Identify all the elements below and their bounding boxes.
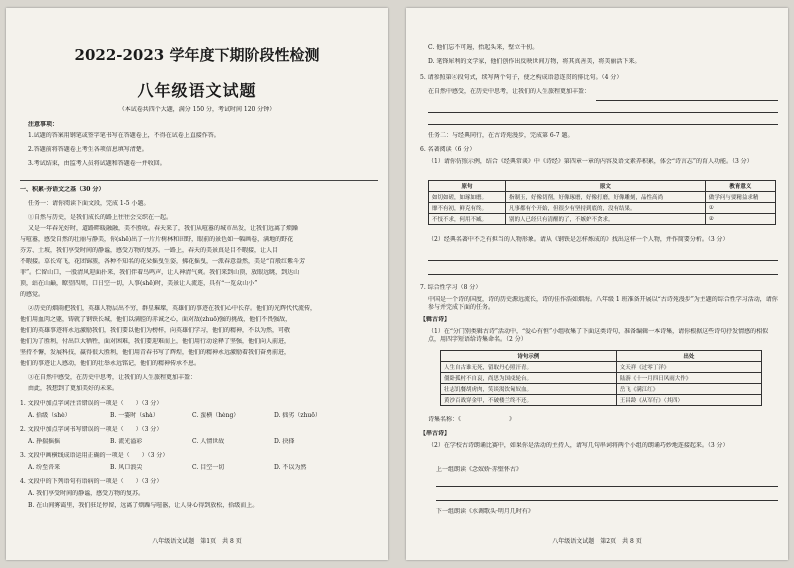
passage-line: 又是一年春光好时，道路畔暖融融，美不胜收。春天来了，我们从喧嚣的城市出发，让我们远离了烦躁 [28,225,299,232]
question-1-options [28,412,378,419]
task2: 任务二：与经典同行，在古诗苑漫步，完成第 6-7 题。 [428,132,574,139]
question-4-option-c: C. 他们忘不可遏，抬起头来，壁立千仞。 [428,44,539,51]
question-6: 6. 名著阅读（6 分） [420,146,476,153]
passage-line: 顶，站在山巅，瞭望四周，口日空一切，人事(shē)时，美景让人流连，具有“一览众山小” [20,280,258,287]
question-6-part1: （1）请你仿照示例，结合《经典常谈》中《诗经》第四章一章的内容及语文素养积累，体会“诗言志”的育人功能。（3 分） [428,158,753,165]
answer-blank-2[interactable]: ② [705,214,775,225]
exam-title: 2022-2023 学年度下期阶段性检测 [74,46,320,64]
table-poems [440,350,762,406]
sub-heading-connect: 【串古诗】 [420,430,451,437]
divider [20,180,378,181]
page-right [406,8,788,560]
answer-line [428,274,778,275]
table-row: 人生自古谁无死，留取丹心照汗青。 文天祥《过零丁洋》 [441,362,762,373]
passage-line: ①自然与历史，是我们成长的路上往往会交织在一起。 [28,214,173,221]
option-d: D. 不以为然 [274,464,307,471]
passage-line: 芬芳、土坡，我们享受时间的静谧，感受万物的复苏。一路上，春天的美景真是目不暇接，让人目 [20,247,279,254]
passage-paragraph3b: 由此，我想到了更加美好的未来。 [28,385,119,392]
table-row: 靡不有初，鲜克有终。 凡事都有个开始，但很少有坚持到底的，没有结果。 ① [429,203,776,214]
note-1: 1.试题的答案用钢笔或签字笔书写在答题卷上，不得在试卷上直接作答。 [28,132,220,139]
group-2: 下一组朗读《水调歌头·明月几时有》 [436,508,534,515]
note-3: 3.考试结束，由监考人员将试题和答题卷一并收回。 [28,160,166,167]
passage-line: 他们的事迹让人感动，他们的壮举永远铭记，他们的精神传承不息。 [20,360,201,367]
option-b: B. 流光溢彩 [110,438,143,445]
passage-line: 坚持不懈，发展科技，赢得很大胜利，他们用青春书写了辉煌，他们的精神永远激励着我们奋勇前进， [20,349,291,356]
table-header: 教育意义 [705,181,775,192]
option-b: B. 风口浪尖 [110,464,143,471]
question-7-intro: 中国是一个诗的国度，诗的历史源远流长，诗的佳作浩如烟海。八年级 1 班准备开展以“古诗苑漫步”为主题的综合性学习活动，请你参与并完成下面的任务。 [428,296,778,311]
section1-heading: 一、积累·夯语文之基（30 分） [20,186,105,193]
question-3-options [28,464,378,471]
option-c: C. 蛮横（hèng） [192,412,240,419]
notes-head: 注意事项： [28,121,59,128]
answer-line [596,100,778,101]
option-d: D. 拙劣（zhuō） [274,412,321,419]
page-footer: 八年级语文试题 第2页 共 8 页 [552,538,642,545]
question-1: 1. 文段中加点字词注音错误的一项是（ ）（3 分） [20,400,163,407]
question-4-option-b: B. 在山间雾霭里，我们驻足停留，远离了烦躁与喧嚣，让人身心得到放松，拾级而上。 [28,502,259,509]
question-5: 5. 请参照第④段句式，续写两个句子，使之构成语意连贯的排比句。（4 分） [420,74,623,81]
question-4-option-a: A. 我们享受时间的静谧，感受万物的复苏。 [28,490,145,497]
passage-line: ②历史的烟雨把我们，英雄人物层出不穷，群星璀璨，英雄们的事迹在我们心中长存。他们的光辉代代流传， [28,305,317,312]
table-row: 如切如磋，如琢如磨。 指制玉，好像切削，好像琢磨，好像打磨，好像雕刻，品性高尚 做学问与要精益求精 [429,192,776,203]
question-2-options [28,438,378,445]
question-4: 4. 文段中的下列语句有语病的一项是（ ）（3 分） [20,478,163,485]
answer-line [428,260,778,261]
question-3: 3. 文段中画横线成语运用正确的一项是（ ）（3 分） [20,452,169,459]
option-a: A. 挣揣摇摇 [28,438,61,445]
table-row: 壮志饥餐胡虏肉，笑谈渴饮匈奴血。 岳飞《满江红》 [441,384,762,395]
table-header: 原文 [505,181,705,192]
question-7-part2: （2）在学校古诗朗诵比赛中，如果你是活动的主持人，请写几句串词将两个小组的朗诵巧妙地连接起来。（3 分） [428,442,729,449]
passage-line: 他们用血肉之躯，铸就了钢铁长城，他们以满腔的赤诚之心，面对敌(zhuō)强的挑战，他们不畏强敌， [20,316,292,323]
exam-notice: （本试卷共四个大题，满分 150 分，考试时间 120 分钟） [118,106,276,113]
question-7: 7. 综合性学习（8 分） [420,284,482,291]
group-1: 上一组朗读《念奴娇·赤壁怀古》 [436,466,522,473]
question-7-part1: （1）在“分门别类辑古诗”活动中，“爱心有恒”小组收集了下面这类诗句，准备编辑一本诗集，请你根据这些诗句抒发情感的相似点，用四字短语给诗集命名。（2 分） [428,328,769,343]
option-a: A. 拾级（shè） [28,412,71,419]
passage-line: 的感觉。 [20,291,45,298]
passage-line: 不暇接。草长莺飞，花团锦簇，各种不知名的花朵摇曳生姿，拂花摇曳，一派春意盎然，美是“百般红紫斗芳 [20,258,306,265]
question-5-prompt: 在自然中感受，在历史中思考，让我们的人生旅程更加丰盈： [428,88,591,95]
passage-line: 他们的英雄事迹将永远激励我们，我们要以他们为榜样，向英雄们学习，他们的精神，不以为然，可敬 [20,327,291,334]
option-d: D. 抉择 [274,438,295,445]
answer-blank-1[interactable]: ① [705,203,775,214]
table-row: 不忮不求，何用不臧。 别的人已经只有清醒的了，不嫉妒不贪求。 ② [429,214,776,225]
option-b: B. 一霎时（shà） [110,412,159,419]
table-row: 僵卧孤村不自哀，尚思为国戍轮台。 陆游《十一月四日风雨大作》 [441,373,762,384]
page-left [6,8,388,560]
table-header: 出处 [616,351,761,362]
answer-line [428,124,778,125]
page-footer: 八年级语文试题 第1页 共 8 页 [152,538,242,545]
question-6-part2: （2）经典名著中不乏有担当的人物形象。请从《钢铁是怎样炼成的》找出这样一个人物，并作简要分析。（3 分） [428,236,729,243]
question-4-option-d: D. 笔锋犀利的文学家，他们创作出反映世间万物，将其真善美，将美丽活下来。 [428,58,641,65]
answer-line [436,500,778,501]
passage-paragraph3: ③在自然中感受，在历史中思考，让我们的人生旅程更加丰盈： [28,374,197,381]
table-header: 诗句示例 [441,351,617,362]
collection-name-field[interactable]: 诗集名称：《 》 [428,416,516,423]
note-2: 2.答题前将答题卷上考生各项信息填写清楚。 [28,146,148,153]
answer-line [436,486,778,487]
table-row: 黄沙百战穿金甲，不破楼兰终不还。 王昌龄《从军行》（其四） [441,395,762,406]
passage-line: 他们为了胜利，付出巨大牺牲，面对困难，我们要迎难而上，他们用行动诠释了坚强，他们向人前进， [20,338,291,345]
option-c: C. 人情世故 [192,438,225,445]
table-poetry-education [428,180,776,225]
task1: 任务一：请你阅读下面文段，完成 1-5 小题。 [28,200,150,207]
passage-line: 与喧嚣，感受自然的壮丽与静美，你(shē)出了一片片树林和田野，眼前的景色如一幅画卷，满地的野花 [20,236,294,243]
answer-line [428,112,778,113]
sub-heading-collect: 【辑古诗】 [420,316,451,323]
passage-line: 菲”。伫留山口，一股清风迎面扑来，我们伴着鸟鸣声，让人神清气爽。我们来到山顶，放眼远眺，到达山 [20,269,300,276]
exam-subtitle: 八年级语文试题 [137,81,257,100]
table-header: 原句 [429,181,506,192]
option-a: A. 纷至沓来 [28,464,61,471]
question-2: 2. 文段中加点字词书写错误的一项是（ ）（3 分） [20,426,163,433]
option-c: C. 目空一切 [192,464,225,471]
